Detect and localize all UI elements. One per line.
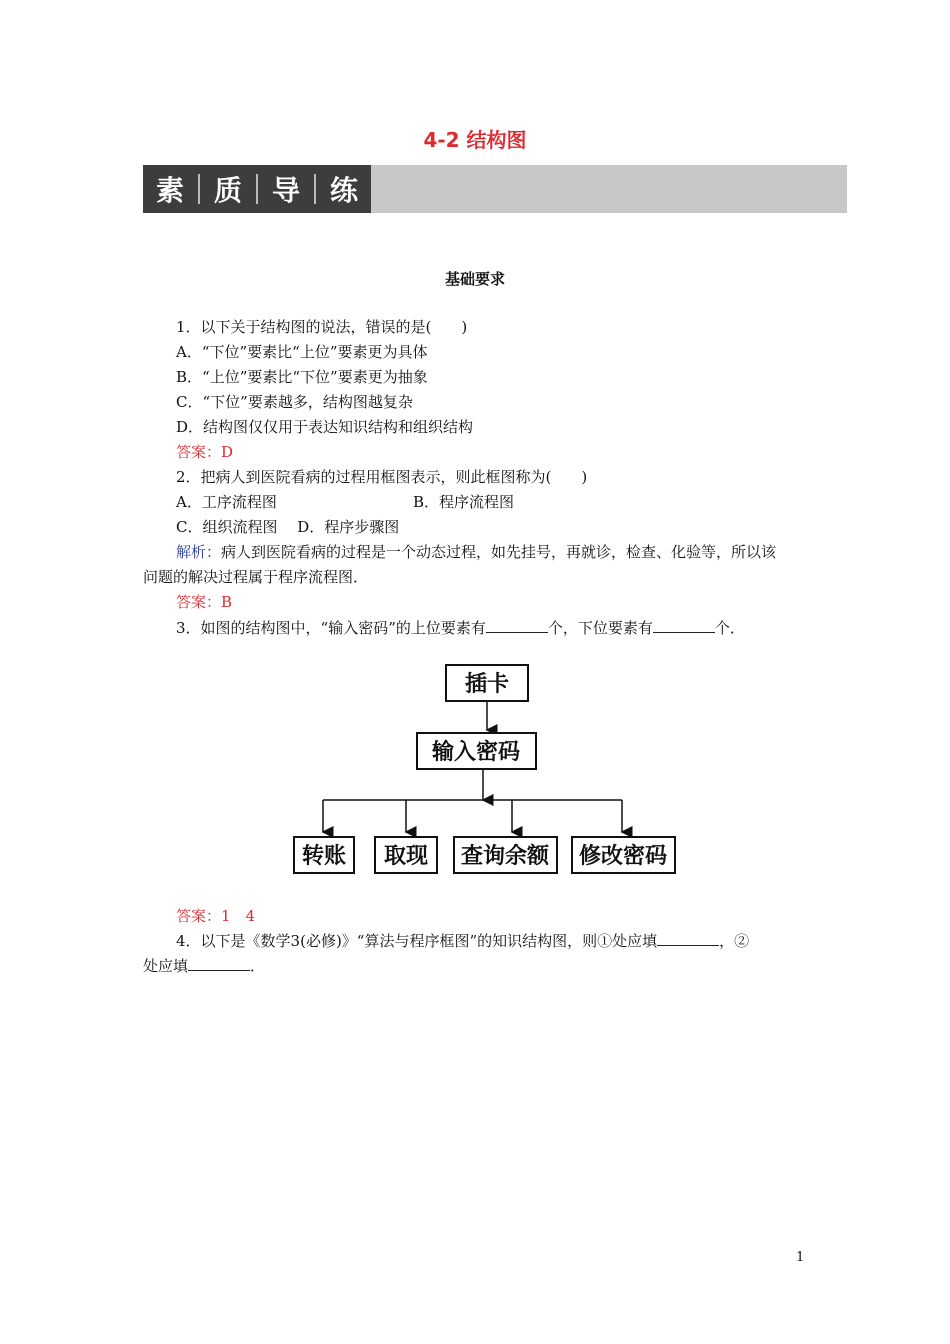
q1-option-c: C．“下位”要素越多，结构图越复杂 bbox=[176, 393, 413, 411]
q4-line2 bbox=[143, 956, 265, 976]
q2-option-cd: C．组织流程图 D．程序步骤图 bbox=[176, 518, 400, 536]
q4-text: ，② bbox=[719, 932, 750, 950]
node-label: 取现 bbox=[383, 844, 429, 869]
banner-divider bbox=[314, 174, 316, 204]
banner-divider bbox=[256, 174, 258, 204]
node-label: 输入密码 bbox=[431, 740, 521, 765]
banner-char: 质 bbox=[213, 174, 242, 207]
banner-char: 导 bbox=[271, 174, 300, 207]
q1-option-a: A．“下位”要素比“上位”要素更为具体 bbox=[176, 343, 428, 361]
q2-stem: 2．把病人到医院看病的过程用框图表示，则此框图称为( ) bbox=[176, 468, 588, 486]
q3-stem-part: 3．如图的结构图中，“输入密码”的上位要素有 bbox=[176, 619, 486, 637]
q2-analysis-line1 bbox=[176, 542, 776, 562]
q1-answer: 答案：D bbox=[176, 443, 234, 461]
banner-divider bbox=[198, 174, 200, 204]
q4-text: 4．以下是《数学3(必修)》“算法与程序框图”的知识结构图，则①处应填 bbox=[176, 932, 658, 950]
q2-option-a: A．工序流程图 bbox=[176, 493, 277, 511]
page-title: 4-2 结构图 bbox=[423, 128, 527, 152]
node-enter-password bbox=[417, 733, 536, 769]
node-label: 查询余额 bbox=[460, 844, 550, 869]
answer-blank bbox=[188, 957, 250, 971]
banner-char: 素 bbox=[155, 174, 184, 207]
q3-stem-part: 个． bbox=[714, 619, 745, 637]
q1-option-d: D．结构图仅仅用于表达知识结构和组织结构 bbox=[176, 418, 474, 436]
answer-blank bbox=[657, 932, 719, 946]
page-number: 1 bbox=[796, 1250, 805, 1265]
q4-text: 处应填 bbox=[143, 957, 189, 975]
banner-label bbox=[143, 165, 371, 213]
section-heading: 基础要求 bbox=[444, 270, 505, 288]
q4-line1 bbox=[176, 931, 749, 951]
answer-blank bbox=[486, 619, 548, 633]
q2-option-b: B．程序流程图 bbox=[413, 493, 515, 511]
node-balance bbox=[454, 837, 557, 873]
analysis-text: 病人到医院看病的过程是一个动态过程，如先挂号，再就诊，检查、化验等，所以该 bbox=[221, 543, 777, 561]
node-label: 修改密码 bbox=[578, 844, 668, 869]
node-label: 转账 bbox=[301, 844, 347, 869]
q2-answer: 答案：B bbox=[176, 593, 233, 611]
structure-diagram bbox=[280, 660, 700, 880]
node-insert-card bbox=[446, 665, 528, 701]
q3-stem-part: 个，下位要素有 bbox=[547, 619, 653, 637]
node-change-password bbox=[572, 837, 675, 873]
q3-answer: 答案：1 4 bbox=[176, 907, 256, 925]
analysis-label: 解析： bbox=[176, 543, 222, 561]
q2-analysis-line2: 问题的解决过程属于程序流程图． bbox=[143, 568, 369, 586]
q1-option-b: B．“上位”要素比“下位”要素更为抽象 bbox=[176, 368, 428, 386]
q3-stem bbox=[176, 618, 745, 638]
node-transfer bbox=[294, 837, 354, 873]
answer-blank bbox=[653, 619, 715, 633]
node-label: 插卡 bbox=[464, 672, 510, 697]
q1-stem: 1．以下关于结构图的说法，错误的是( ) bbox=[176, 318, 468, 336]
section-banner bbox=[143, 165, 847, 213]
banner-char: 练 bbox=[329, 174, 358, 207]
q4-text: ． bbox=[250, 957, 266, 975]
node-withdraw bbox=[375, 837, 437, 873]
